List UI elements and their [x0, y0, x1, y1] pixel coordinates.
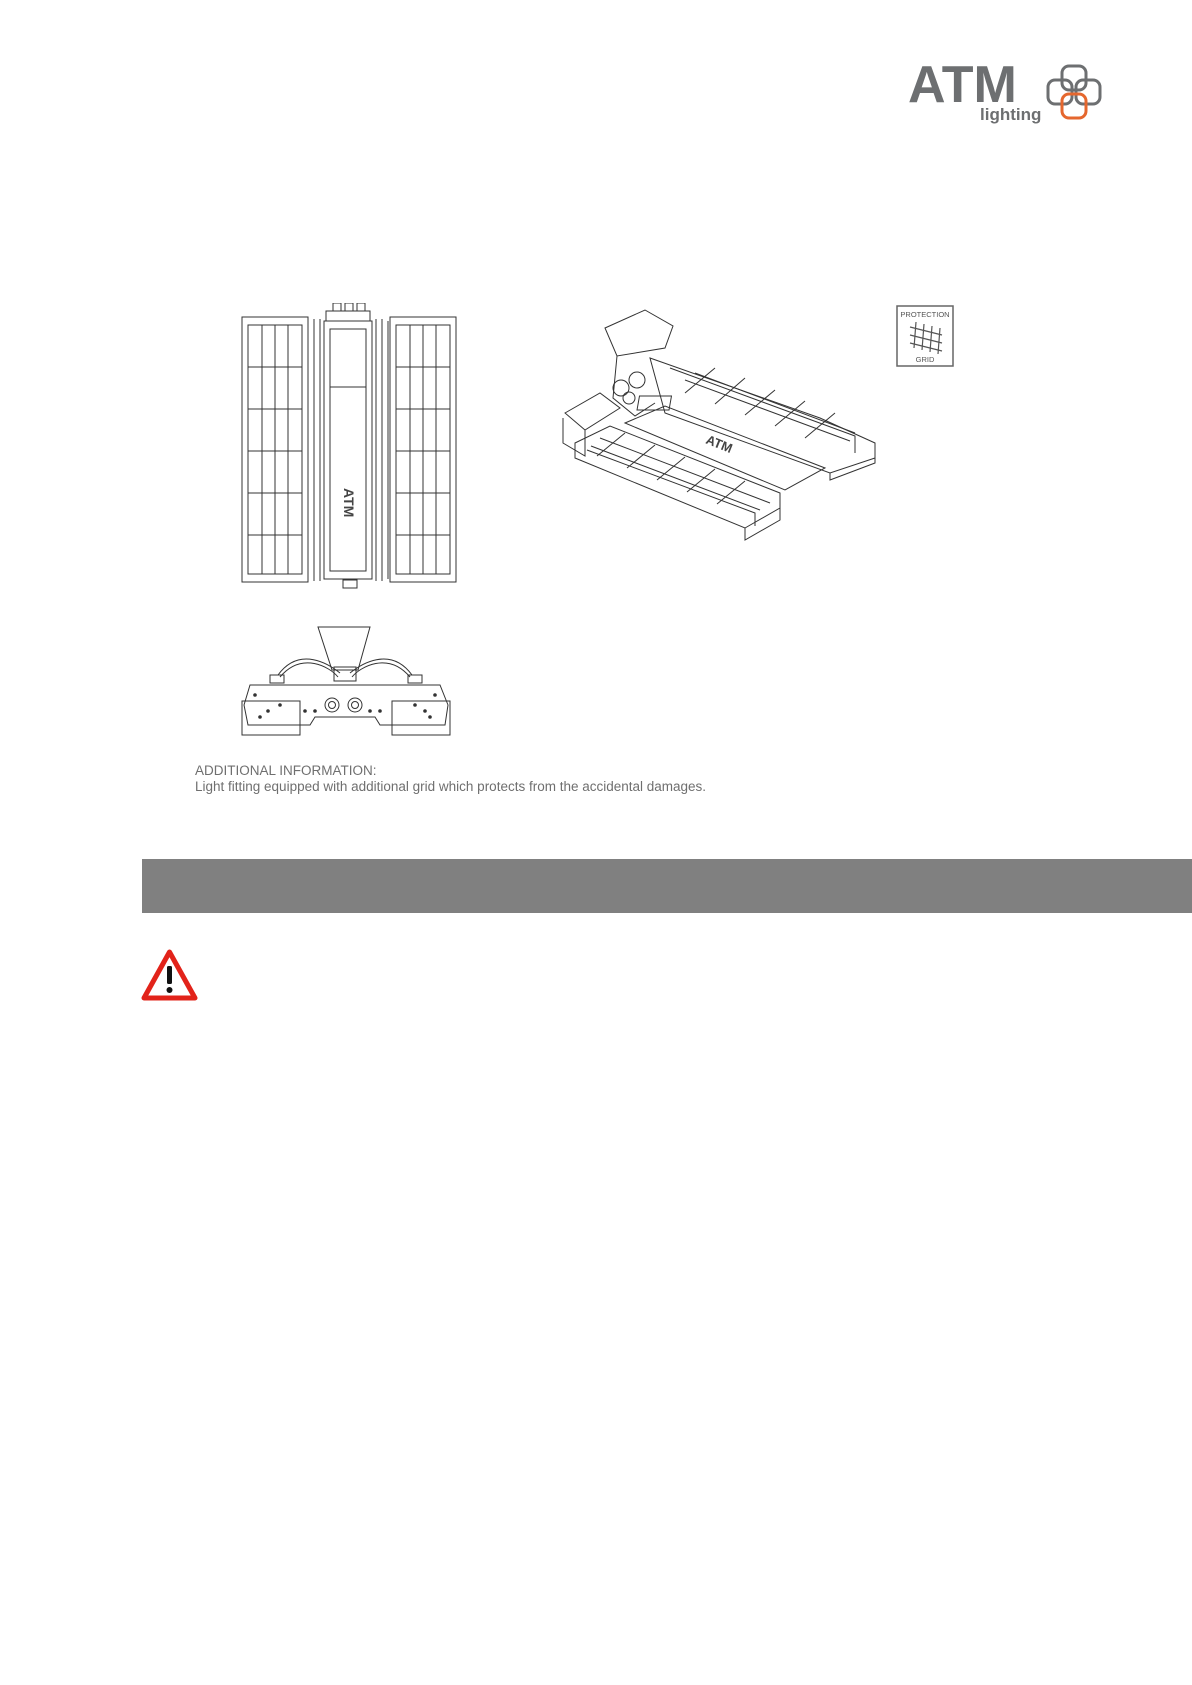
- warning-triangle-icon: [141, 949, 198, 1001]
- logo-brand-text: ATM: [908, 58, 1017, 114]
- section-header-bar: [142, 859, 1192, 913]
- top-view-brand-mark: ATM: [341, 488, 357, 518]
- luminaire-top-view-drawing: [238, 303, 458, 593]
- atm-lighting-logo: [908, 58, 1123, 128]
- badge-top-label: PROTECTION: [900, 310, 950, 319]
- protection-grid-badge: [896, 305, 954, 367]
- info-text: Light fitting equipped with additional grid which protects from the accidental damages.: [195, 779, 707, 794]
- logo-clover-icon: [1048, 66, 1100, 118]
- logo-subtitle-text: lighting: [980, 105, 1042, 124]
- info-heading: ADDITIONAL INFORMATION:: [195, 763, 377, 778]
- additional-information: [195, 763, 895, 795]
- badge-bottom-label: GRID: [915, 355, 935, 364]
- luminaire-isometric-drawing: [555, 308, 900, 563]
- iso-view-brand-mark: ATM: [703, 431, 735, 456]
- luminaire-front-view-drawing: [240, 625, 455, 737]
